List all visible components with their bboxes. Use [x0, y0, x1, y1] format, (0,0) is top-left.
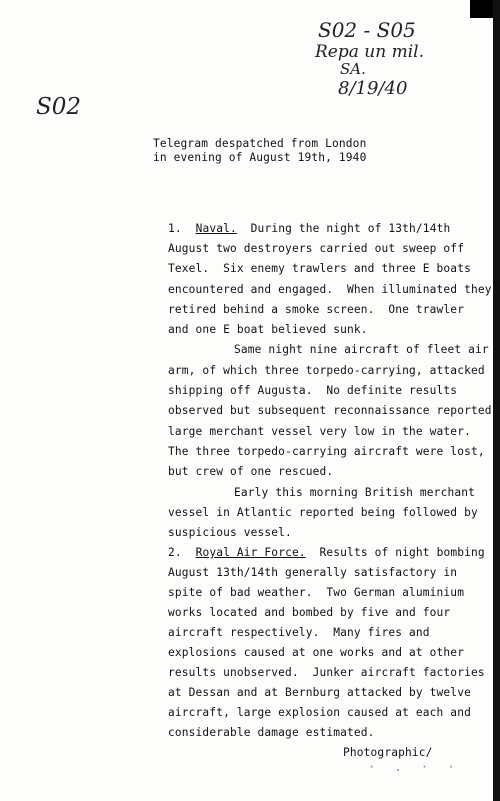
telegram-heading-line-1: Telegram despatched from London [153, 137, 367, 150]
page-reference-number: S02 [36, 94, 82, 120]
section-2-line: considerable damage estimated. [168, 726, 375, 739]
section-2-line: spite of bad weather. Two German aluminium [168, 586, 465, 599]
section-1-first-line [168, 222, 450, 235]
section-2-line: at Dessan and at Bernburg attacked by twelve [168, 686, 471, 699]
archive-reference-note: Repa un mil. [315, 42, 424, 62]
section-1-line: and one E boat believed sunk. [168, 323, 368, 336]
section-2-line: explosions caused at one works and at other [168, 646, 465, 659]
section-1-para2-line: The three torpedo-carrying aircraft were lost, [168, 445, 485, 458]
section-1-para3-line: Early this morning British merchant [234, 486, 475, 499]
section-1-line: August two destroyers carried out sweep off [168, 242, 465, 255]
archive-reference-initials: SA. [340, 60, 366, 78]
section-2-line: aircraft, large explosion caused at each and [168, 706, 471, 719]
section-1-para2-line: but crew of one rescued. [168, 465, 334, 478]
section-1-para3-line: suspicious vessel. [168, 526, 292, 539]
telegram-heading-line-2: in evening of August 19th, 1940 [153, 151, 367, 164]
section-1-first-line-text: During the night of 13th/14th [250, 222, 451, 235]
section-1-para2-line: shipping off Augusta. No definite results [168, 384, 458, 397]
scan-edge-shadow [493, 0, 500, 801]
section-1-para3-line: vessel in Atlantic reported being followed by [168, 506, 478, 519]
section-2-number: 2. [168, 546, 182, 559]
archive-reference-range: S02 - S05 [318, 18, 416, 42]
section-2-first-line [168, 546, 485, 559]
page-catchword: Photographic/ [343, 746, 433, 759]
section-1-para2-line: observed but subsequent reconnaissance reported [168, 404, 492, 417]
section-1-para2-line: large merchant vessel very low in the water. [168, 425, 471, 438]
section-1-line: Texel. Six enemy trawlers and three E boats [168, 262, 471, 275]
scan-specks: · . · · [368, 760, 461, 774]
archive-reference-date: 8/19/40 [338, 78, 408, 99]
section-2-line: results unobserved. Junker aircraft factories [168, 666, 485, 679]
section-2-line: August 13th/14th generally satisfactory in [168, 566, 458, 579]
section-2-first-line-text: Results of night bombing [319, 546, 485, 559]
section-1-para2-line: Same night nine aircraft of fleet air [234, 343, 489, 356]
section-1-title: Naval. [195, 222, 237, 235]
section-2-line: works located and bombed by five and four [168, 606, 451, 619]
section-2-title: Royal Air Force. [195, 546, 306, 559]
section-2-line: aircraft respectively. Many fires and [168, 626, 430, 639]
section-1-para2-line: arm, of which three torpedo-carrying, attacked [168, 364, 485, 377]
section-1-line: encountered and engaged. When illuminated they [168, 283, 492, 296]
section-1-number: 1. [168, 222, 182, 235]
section-1-line: retired behind a smoke screen. One trawler [168, 303, 465, 316]
